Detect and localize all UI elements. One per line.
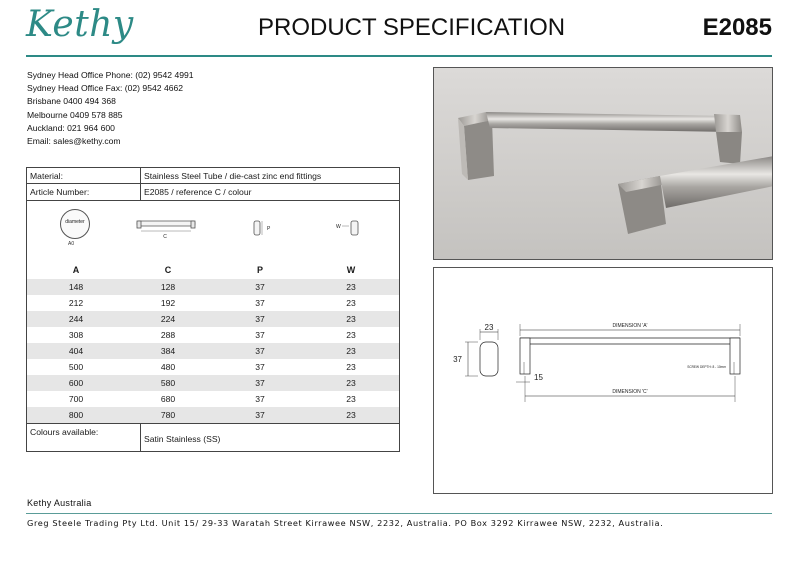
contact-fax: Sydney Head Office Fax: (02) 9542 4662 xyxy=(27,83,184,94)
cell-c: 192 xyxy=(160,298,176,308)
diameter-icon xyxy=(60,209,90,239)
table-row xyxy=(27,375,399,391)
contact-brisbane: Brisbane 0400 494 368 xyxy=(27,96,116,107)
cell-c: 384 xyxy=(160,346,176,356)
cell-a: 212 xyxy=(68,298,84,308)
width-icon xyxy=(335,219,363,239)
contact-phone: Sydney Head Office Phone: (02) 9542 4991 xyxy=(27,70,194,80)
header-divider xyxy=(26,55,772,57)
height-dimension: 37 xyxy=(453,355,462,364)
column-headers xyxy=(27,265,399,279)
cell-p: 37 xyxy=(255,378,265,388)
cell-p: 37 xyxy=(255,298,265,308)
cell-c: 224 xyxy=(160,314,176,324)
technical-drawing xyxy=(433,267,773,494)
colours-label: Colours available: xyxy=(30,427,99,437)
product-photo xyxy=(433,67,773,260)
contact-melbourne: Melbourne 0409 578 885 xyxy=(27,109,123,120)
cell-p: 37 xyxy=(255,314,265,324)
cell-p: 37 xyxy=(255,362,265,372)
handle-length-icon xyxy=(135,215,197,241)
cell-w: 23 xyxy=(346,298,356,308)
c-dimension-label: C xyxy=(163,234,167,240)
cell-c: 680 xyxy=(160,394,176,404)
article-row xyxy=(27,184,399,201)
table-row xyxy=(27,343,399,359)
dimension-drawing xyxy=(434,268,774,495)
material-value: Stainless Steel Tube / die-cast zinc end fittings xyxy=(144,171,322,181)
cell-a: 404 xyxy=(68,346,84,356)
footer-address: Greg Steele Trading Pty Ltd. Unit 15/ 29-33 Waratah Street Kirrawee NSW, 2232, Australia. PO Box 3292 Kirrawee NSW, 2232, Australia. xyxy=(27,518,664,528)
colours-row xyxy=(27,423,399,452)
cell-divider xyxy=(140,184,141,200)
cell-a: 308 xyxy=(68,330,84,340)
material-row xyxy=(27,168,399,184)
footer-company: Kethy Australia xyxy=(27,498,92,508)
table-row xyxy=(27,391,399,407)
contact-details xyxy=(27,69,194,148)
cell-p: 37 xyxy=(255,346,265,356)
cell-w: 23 xyxy=(346,330,356,340)
cell-p: 37 xyxy=(255,394,265,404)
size-table xyxy=(27,279,399,423)
material-label: Material: xyxy=(30,171,63,181)
cell-a: 148 xyxy=(68,282,84,292)
w-dimension-label: W xyxy=(336,224,341,230)
dimension-icons xyxy=(27,201,399,253)
column-header-a: A xyxy=(72,265,80,275)
column-header-w: W xyxy=(346,265,356,275)
diameter-text: diameter xyxy=(65,219,85,225)
spec-table xyxy=(26,167,400,452)
table-row xyxy=(27,327,399,343)
cell-w: 23 xyxy=(346,314,356,324)
screw-depth-note: SCREW DEPTH: 8 - 10mm xyxy=(687,365,726,369)
cell-a: 600 xyxy=(68,378,84,388)
cell-c: 288 xyxy=(160,330,176,340)
diameter-sub-label: A0 xyxy=(68,241,75,247)
article-value: E2085 / reference C / colour xyxy=(144,187,252,197)
kethy-logo: Kethy xyxy=(26,4,134,45)
cell-a: 700 xyxy=(68,394,84,404)
cell-p: 37 xyxy=(255,282,265,292)
cell-a: 800 xyxy=(68,410,84,420)
table-row xyxy=(27,359,399,375)
cell-w: 23 xyxy=(346,362,356,372)
column-header-c: C xyxy=(164,265,172,275)
cell-p: 37 xyxy=(255,330,265,340)
cell-w: 23 xyxy=(346,282,356,292)
cell-c: 480 xyxy=(160,362,176,372)
projection-icon xyxy=(251,219,275,239)
colours-value: Satin Stainless (SS) xyxy=(144,434,221,444)
cell-c: 128 xyxy=(160,282,176,292)
cell-w: 23 xyxy=(346,346,356,356)
cell-w: 23 xyxy=(346,410,356,420)
dimension-a-label: DIMENSION 'A' xyxy=(612,323,648,329)
contact-auckland: Auckland: 021 964 600 xyxy=(27,122,115,133)
page-title: PRODUCT SPECIFICATION xyxy=(258,14,566,41)
cell-w: 23 xyxy=(346,394,356,404)
cell-w: 23 xyxy=(346,378,356,388)
cell-a: 500 xyxy=(68,362,84,372)
cell-divider xyxy=(140,424,141,452)
contact-email: Email: sales@kethy.com xyxy=(27,136,121,147)
table-row xyxy=(27,279,399,295)
cell-divider xyxy=(140,168,141,183)
table-row xyxy=(27,311,399,327)
product-code: E2085 xyxy=(702,14,772,41)
cell-p: 37 xyxy=(255,410,265,420)
table-row xyxy=(27,407,399,423)
column-header-p: P xyxy=(256,265,263,275)
cell-c: 780 xyxy=(160,410,176,420)
cell-c: 580 xyxy=(160,378,176,388)
table-row xyxy=(27,295,399,311)
width-dimension: 23 xyxy=(484,323,494,332)
p-dimension-label: P xyxy=(267,226,271,232)
offset-dimension: 15 xyxy=(534,373,543,382)
dimension-c-label: DIMENSION 'C' xyxy=(612,389,648,395)
end-profile-shape xyxy=(480,342,498,376)
footer-divider xyxy=(26,513,772,514)
cell-a: 244 xyxy=(68,314,84,324)
handle-photo-illustration xyxy=(434,68,773,260)
article-label: Article Number: xyxy=(30,187,90,197)
